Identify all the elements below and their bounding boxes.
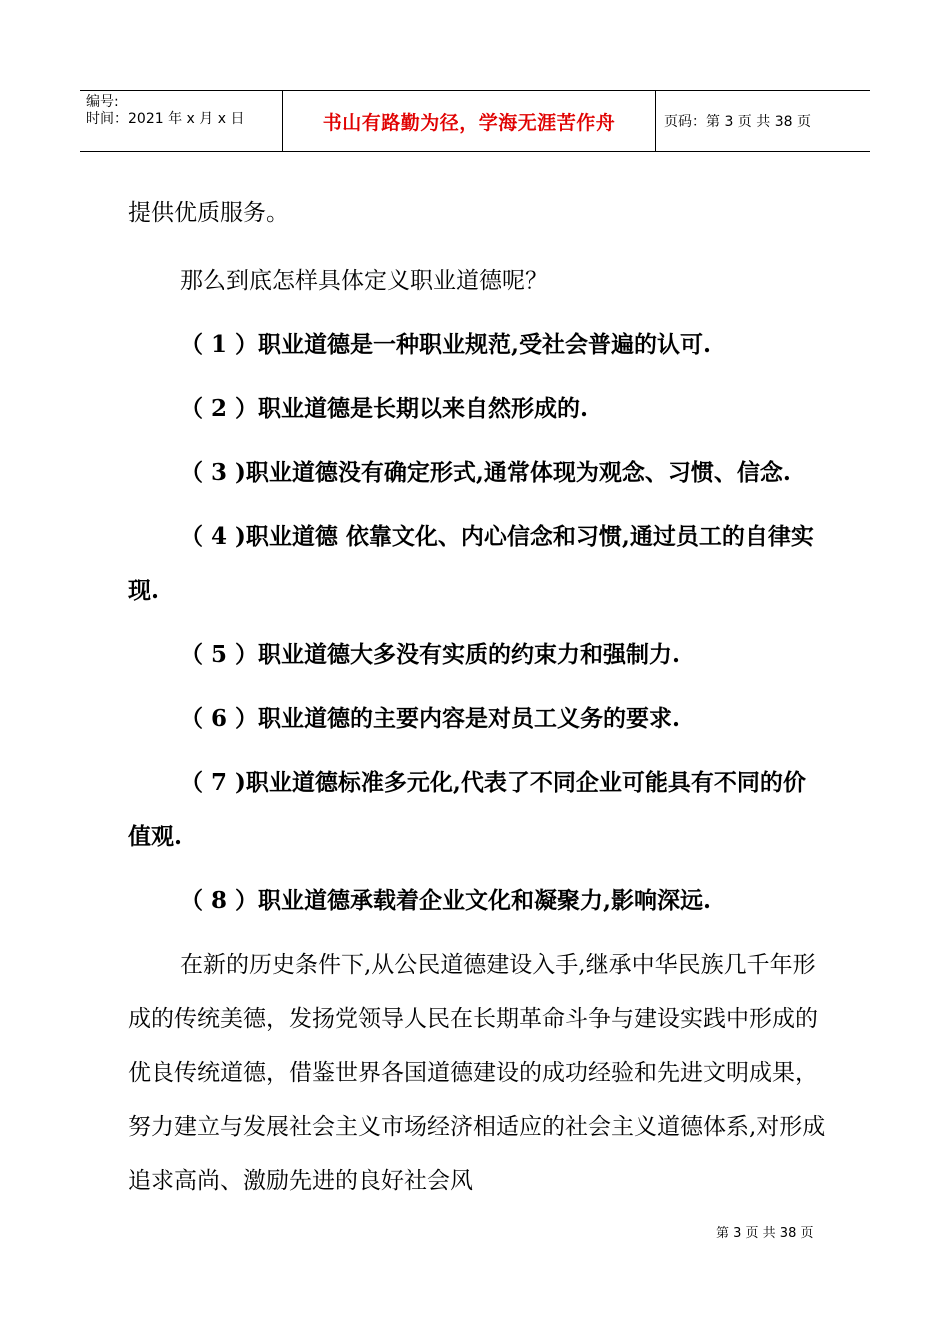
paragraph-body: 在新的历史条件下,从公民道德建设入手,继承中华民族几千年形成的传统美德，发扬党领导人民在长期革命斗争与建设实践中形成的优良传统道德，借鉴世界各国道德建设的成功经验和先进文明成果，努力建立与发展社会主义市场经济相适应的社会主义道德体系,对形成追求高尚、激励先进的良好社会风 bbox=[128, 952, 826, 1194]
paragraph-continuation: 提供优质服务。 bbox=[128, 200, 289, 226]
list-item-5: （ 5 ）职业道德大多没有实质的约束力和强制力. bbox=[180, 641, 681, 668]
list-item-6: （ 6 ）职业道德的主要内容是对员工义务的要求. bbox=[180, 705, 681, 732]
document-body bbox=[128, 186, 828, 1218]
header-motto: 书山有路勤为径，学海无涯苦作舟 bbox=[282, 91, 656, 151]
document-date: 时间：2021 年 x 月 x 日 bbox=[86, 111, 245, 127]
list-item-3: （ 3 )职业道德没有确定形式,通常体现为观念、习惯、信念. bbox=[180, 459, 791, 486]
footer-page-number: 第 3 页 共 38 页 bbox=[716, 1226, 814, 1241]
document-header bbox=[80, 90, 870, 152]
list-item-7: （ 7 )职业道德标准多元化,代表了不同企业可能具有不同的价值观. bbox=[128, 769, 806, 850]
list-item-8: （ 8 ）职业道德承载着企业文化和凝聚力,影响深远. bbox=[180, 887, 712, 914]
list-item-1: （ 1 ）职业道德是一种职业规范,受社会普遍的认可. bbox=[180, 331, 712, 358]
paragraph-question: 那么到底怎样具体定义职业道德呢？ bbox=[180, 268, 548, 294]
list-item-4: （ 4 )职业道德 依靠文化、内心信念和习惯,通过员工的自律实现. bbox=[128, 523, 814, 604]
header-page-number: 页码：第 3 页 共 38 页 bbox=[664, 114, 811, 130]
list-item-2: （ 2 ）职业道德是长期以来自然形成的. bbox=[180, 395, 589, 422]
header-meta bbox=[80, 91, 282, 151]
document-number: 编号: bbox=[86, 94, 119, 110]
